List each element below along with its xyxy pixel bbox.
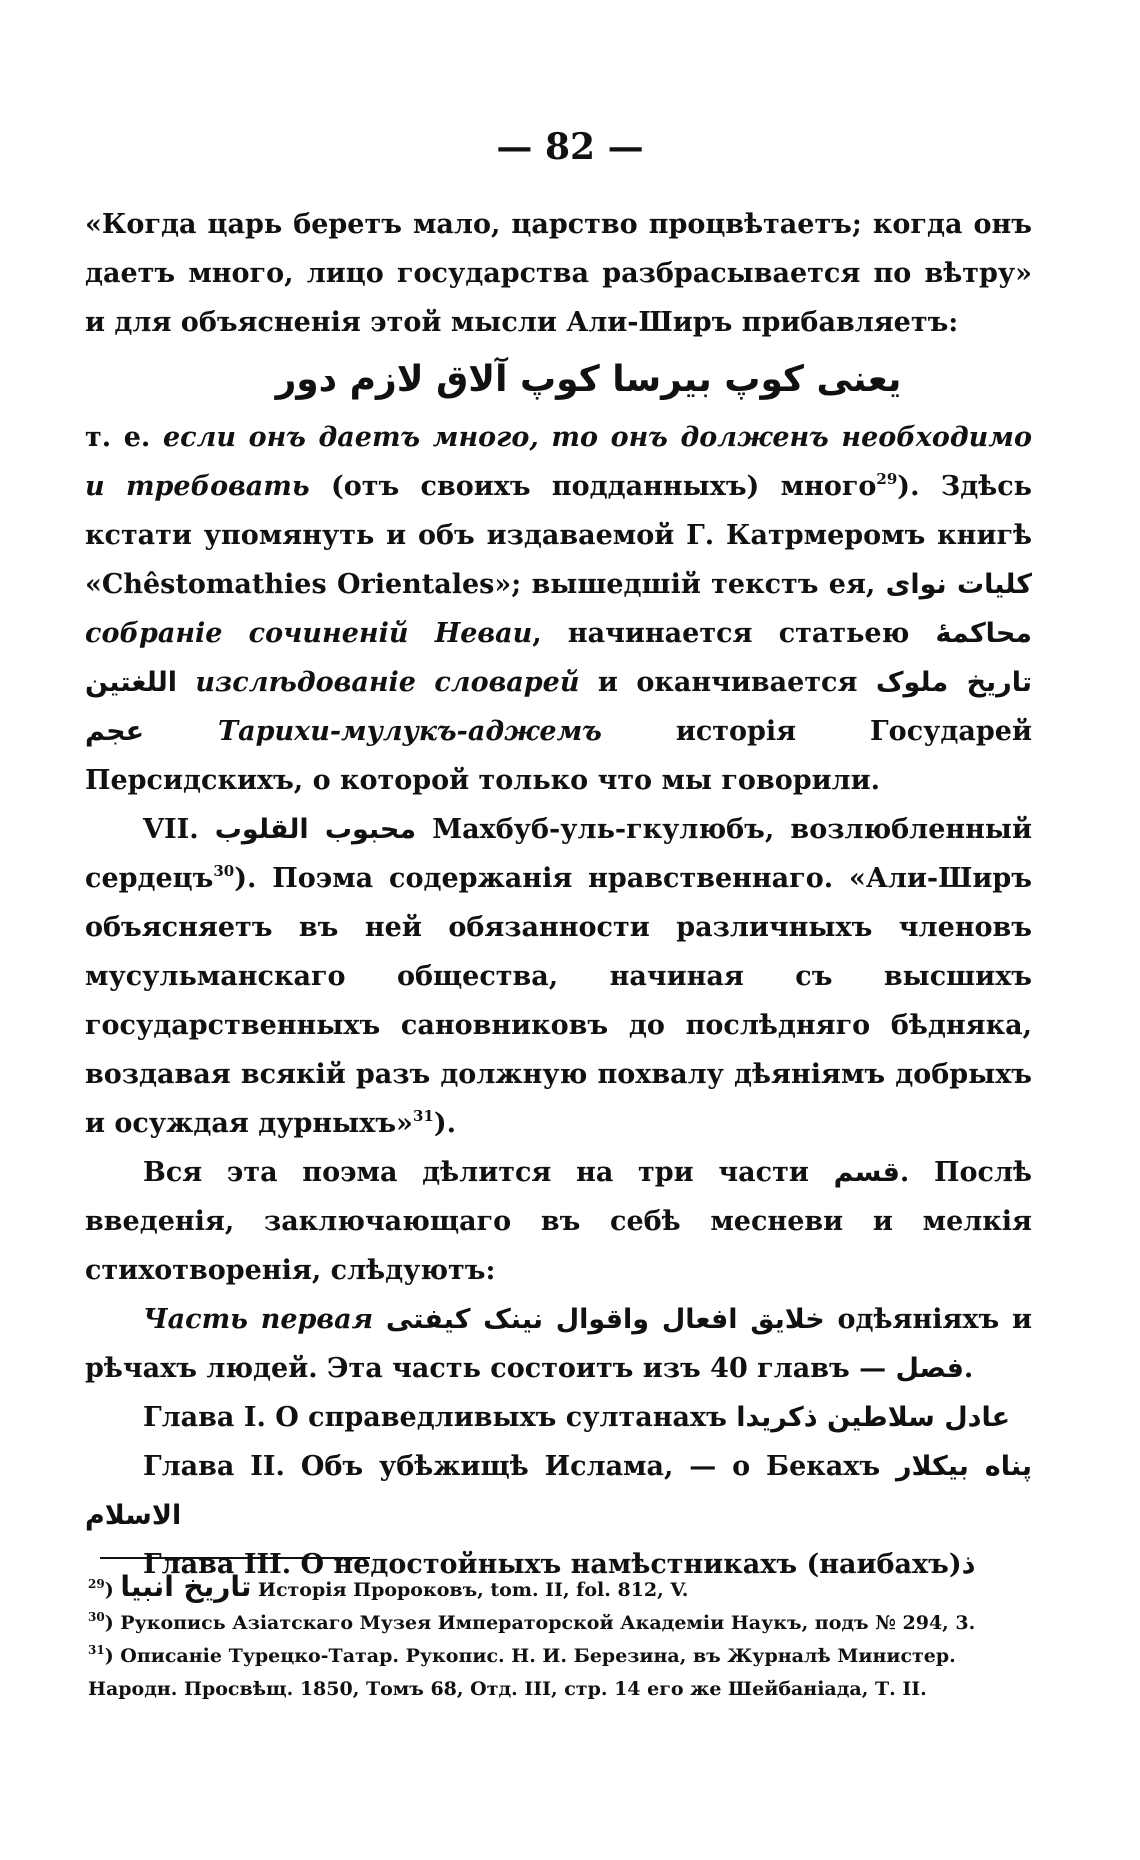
arabic-part-title: خلایق افعال واقوال نینک کیفتی <box>385 1304 825 1335</box>
section-number: VII. <box>143 814 215 845</box>
footnote-number: 31 <box>88 1643 105 1657</box>
text-span: . Послѣ введенія, заключающаго въ себѣ месневи и мелкія стихотворенія, слѣдуютъ: <box>85 1157 1032 1286</box>
footnote-number: 29 <box>88 1577 105 1591</box>
chapter-title: Глава II. Объ убѣжищѣ Ислама, — о Бекахъ <box>143 1451 896 1482</box>
text-span: . <box>963 1353 974 1384</box>
footnote-31 <box>88 1640 1030 1706</box>
paragraph-parts <box>85 1148 1032 1295</box>
quote-text: «Когда царь беретъ мало, царство процвѣтаетъ; когда онъ даетъ много, лицо государства разбрасывается по вѣтру» и для объясненія этой мысли Али-Ширъ прибавляетъ: <box>85 209 1032 338</box>
text-span: исторія Государей Персидскихъ, о которой только что мы говорили. <box>85 716 1032 796</box>
footnote-29: $^{29}$) تاریخ انبیا Исторія Пророковъ, tom. II, fol. 812, V. <box>88 1570 689 1603</box>
paragraph-quote <box>85 200 1032 413</box>
body-text <box>85 200 1032 1589</box>
text-span: т. е. <box>85 422 163 453</box>
italic-translation: изслѣдованіе словарей <box>195 667 580 698</box>
arabic-chapter-title: ذ <box>961 1549 976 1580</box>
arabic-chapter-title: عادل سلاطین ذکریدا <box>736 1402 1011 1433</box>
footnote-text: ) Рукопись Азіатскаго Музея Императорской Академіи Наукъ, подъ № 294, 3. <box>104 1612 976 1634</box>
italic-part-label: Часть первая <box>143 1304 374 1335</box>
text-span: ). <box>433 1108 456 1139</box>
footnotes <box>88 1570 1030 1706</box>
footnote-30 <box>88 1607 1030 1640</box>
arabic-verse: یعنی کوپ بیرسا کوپ آلاق لازم دور <box>275 359 902 400</box>
italic-translation: собраніе сочиненій Неваи <box>85 618 533 649</box>
footnote-divider <box>100 1557 370 1559</box>
italic-translation: если онъ даетъ много, то онъ долженъ необходимо и требовать <box>85 422 1032 502</box>
arabic-chapter-title: پناه بیکلار الاسلام <box>85 1451 1033 1531</box>
text-span: и оканчивается <box>579 667 876 698</box>
footnote-ref-31: 31 <box>412 1107 434 1125</box>
arabic-footnote-title: تاریخ انبیا <box>120 1570 252 1603</box>
paragraph-explanation <box>85 413 1032 805</box>
italic-translation: Тарихи-мулукъ-аджемъ <box>218 716 602 747</box>
chapter-title: Глава I. О справедливыхъ султанахъ <box>143 1402 737 1433</box>
text-span: Вся эта поэма дѣлится на три части <box>143 1157 834 1188</box>
text-span: Махбуб-уль-гкулюбъ, возлюбленный сердецъ <box>85 814 1032 894</box>
page-number: — 82 — <box>496 126 644 168</box>
text-span: ). Здѣсь кстати упомянуть и объ издаваемой Г. Катрмеромъ книгѣ «Chêstomathies Orientales»; вышедшій текстъ ея, <box>85 471 1033 600</box>
arabic-term-qism: قسم <box>833 1157 900 1188</box>
text-span: , начинается статьею <box>532 618 936 649</box>
text-span: (отъ своихъ подданныхъ) много <box>309 471 877 502</box>
text-span: ). Поэма содержанія нравственнаго. «Али-Ширъ объясняетъ въ ней обязанности различныхъ членовъ мусульманскаго общества, начиная съ высшихъ государственныхъ сановниковъ до послѣдняго бѣдняка, воздавая всякій разъ должную похвалу дѣяніямъ добрыхъ и осуждая дурныхъ» <box>85 863 1032 1139</box>
arabic-term-tarikh: تاریخ ملوک عجم <box>85 667 1032 747</box>
arabic-term-fasl: فصل <box>895 1353 964 1384</box>
footnote-text: ) Описаніе Турецко-Татар. Рукопис. Н. И. Березина, въ Журналѣ Министер. Народн. Просвѣщ. 1850, Томъ 68, Отд. III, стр. 14 его же Шейбаніада, Т. II. <box>88 1645 956 1700</box>
footnote-ref-29: 29 <box>876 470 898 488</box>
paragraph-part-one <box>85 1295 1032 1393</box>
chapter-1 <box>85 1393 1032 1442</box>
text-span: одѣяніяхъ и рѣчахъ людей. Эта часть состоитъ изъ 40 главъ — <box>85 1304 1032 1384</box>
chapter-2 <box>85 1442 1032 1540</box>
footnote-ref-30: 30 <box>213 862 235 880</box>
arabic-term-kulliyat: کلیات نوای <box>885 569 1033 600</box>
footnote-number: 30 <box>88 1610 105 1624</box>
footnote-text: Исторія Пророковъ, tom. II, fol. 812, V. <box>251 1579 689 1601</box>
arabic-title-mahbub: محبوب القلوب <box>214 814 417 845</box>
paragraph-section-vii <box>85 805 1032 1148</box>
chapter-title: Глава III. О недостойныхъ намѣстникахъ (наибахъ) <box>143 1549 962 1580</box>
arabic-term-muhakamat: محاکمهٔ اللغتین <box>85 618 1032 698</box>
